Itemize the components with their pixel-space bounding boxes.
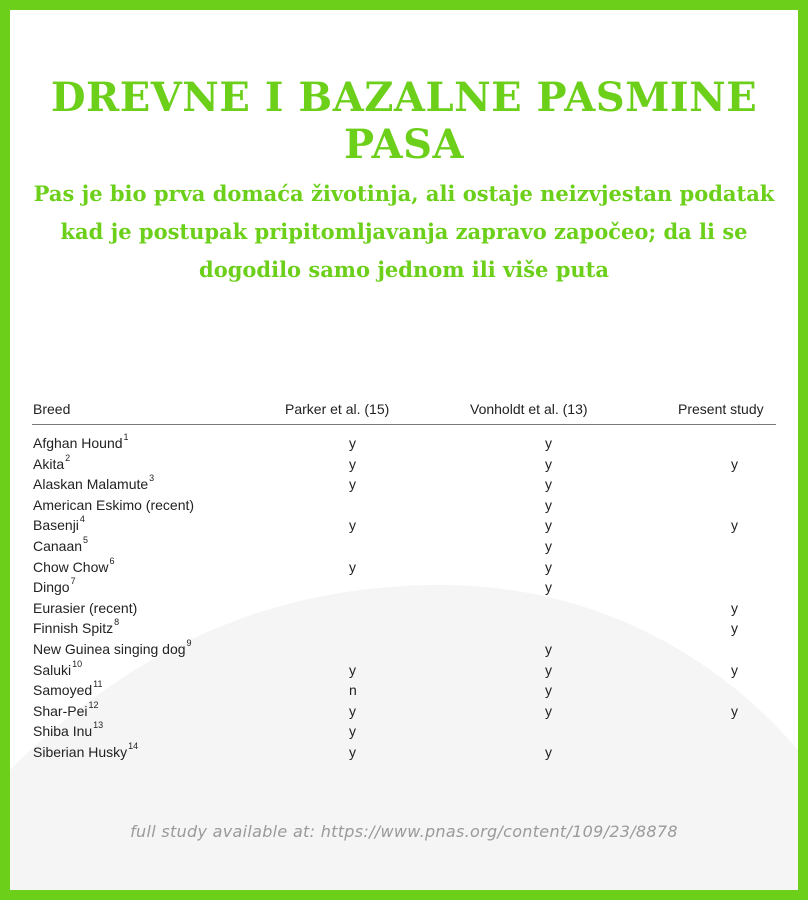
table-row: [32, 639, 776, 660]
reference-number: 9: [186, 637, 192, 648]
present-study-value: y: [731, 620, 738, 637]
table-row: [32, 577, 776, 598]
breed-name: [33, 473, 155, 493]
header-present-study: Present study: [678, 401, 764, 417]
header-vonholdt: Vonholdt et al. (13): [470, 401, 588, 417]
breed-label: Samoyed: [33, 682, 93, 699]
table-header: [32, 390, 776, 425]
breed-label: Canaan: [33, 537, 83, 554]
vonholdt-value: y: [545, 702, 552, 719]
breed-name: [33, 497, 194, 513]
parker-value: n: [349, 682, 357, 699]
present-study-value: y: [731, 661, 738, 678]
breed-label: Alaskan Malamute: [33, 476, 149, 493]
reference-number: 14: [128, 740, 139, 751]
breed-name: [33, 617, 120, 637]
header-parker: Parker et al. (15): [285, 401, 390, 417]
breed-label: Basenji: [33, 517, 79, 534]
present-study-value: y: [731, 517, 738, 534]
breed-name: [33, 720, 104, 740]
vonholdt-value: y: [545, 435, 552, 451]
table-row: [32, 618, 776, 639]
breed-name: [33, 637, 192, 657]
vonholdt-value: y: [545, 537, 552, 554]
vonholdt-value: y: [545, 496, 552, 513]
table-row: [32, 515, 776, 536]
vonholdt-value: y: [545, 579, 552, 596]
breed-label: Eurasier (recent): [33, 599, 138, 616]
reference-number: 5: [83, 534, 89, 545]
reference-number: 8: [114, 617, 120, 628]
table-row: [32, 598, 776, 619]
parker-value: y: [349, 702, 356, 719]
table-row: [32, 557, 776, 578]
breed-label: Finnish Spitz: [33, 620, 114, 637]
present-study-value: y: [731, 599, 738, 616]
breed-table: [32, 390, 776, 763]
present-study-value: y: [731, 702, 738, 719]
table-row: [32, 454, 776, 475]
study-link-footer: full study available at: https://www.pnas.org/content/109/23/8878: [130, 822, 678, 841]
parker-value: y: [349, 661, 356, 678]
reference-number: 11: [93, 679, 103, 690]
breed-name: [33, 740, 139, 760]
breed-label: Siberian Husky: [33, 743, 128, 760]
table-row: [32, 433, 776, 454]
parker-value: y: [349, 455, 356, 472]
breed-name: [33, 679, 103, 699]
breed-name: [33, 555, 115, 575]
page-title: DREVNE I BAZALNE PASMINE PASA: [50, 74, 758, 168]
breed-label: American Eskimo (recent): [33, 496, 195, 513]
reference-number: 3: [149, 473, 155, 484]
parker-value: y: [349, 558, 356, 575]
breed-name: [33, 432, 129, 451]
table-row: [32, 536, 776, 557]
vonholdt-value: y: [545, 682, 552, 699]
breed-label: Afghan Hound: [33, 435, 123, 451]
parker-value: y: [349, 723, 356, 740]
table-row: [32, 474, 776, 495]
present-study-value: y: [731, 455, 738, 472]
reference-number: 7: [70, 576, 76, 587]
breed-name: [33, 658, 83, 678]
breed-label: Akita: [33, 455, 65, 472]
vonholdt-value: y: [545, 517, 552, 534]
breed-label: Shiba Inu: [33, 723, 93, 740]
breed-name: [33, 600, 137, 616]
parker-value: y: [349, 476, 356, 493]
breed-name: [33, 576, 76, 596]
table-row: [32, 701, 776, 722]
vonholdt-value: y: [545, 743, 552, 760]
table-row: [32, 495, 776, 516]
breed-label: Chow Chow: [33, 558, 109, 575]
vonholdt-value: y: [545, 661, 552, 678]
table-row: [32, 742, 776, 763]
reference-number: 13: [93, 720, 104, 731]
reference-number: 12: [88, 699, 99, 710]
breed-name: [33, 514, 85, 534]
header-breed: Breed: [33, 401, 71, 417]
table-body: [32, 425, 776, 763]
breed-name: [33, 452, 71, 472]
parker-value: y: [349, 517, 356, 534]
vonholdt-value: y: [545, 476, 552, 493]
vonholdt-value: y: [545, 455, 552, 472]
parker-value: y: [349, 435, 356, 451]
breed-label: Shar-Pei: [33, 702, 88, 719]
reference-number: 6: [109, 555, 115, 566]
page-subtitle: Pas je bio prva domaća životinja, ali ostaje neizvjestan podatak kad je postupak pripitomljavanja zapravo započeo; da li se dogodilo samo jednom ili više puta: [33, 181, 775, 282]
breed-label: Saluki: [33, 661, 72, 678]
table-row: [32, 680, 776, 701]
reference-number: 2: [65, 452, 71, 463]
reference-number: 1: [123, 432, 129, 442]
breed-label: Dingo: [33, 579, 70, 596]
reference-number: 10: [72, 658, 83, 669]
parker-value: y: [349, 743, 356, 760]
table-row: [32, 660, 776, 681]
table-row: [32, 721, 776, 742]
breed-name: [33, 699, 99, 719]
breed-label: New Guinea singing dog: [33, 640, 186, 657]
vonholdt-value: y: [545, 640, 552, 657]
breed-name: [33, 534, 89, 554]
reference-number: 4: [79, 514, 85, 525]
vonholdt-value: y: [545, 558, 552, 575]
